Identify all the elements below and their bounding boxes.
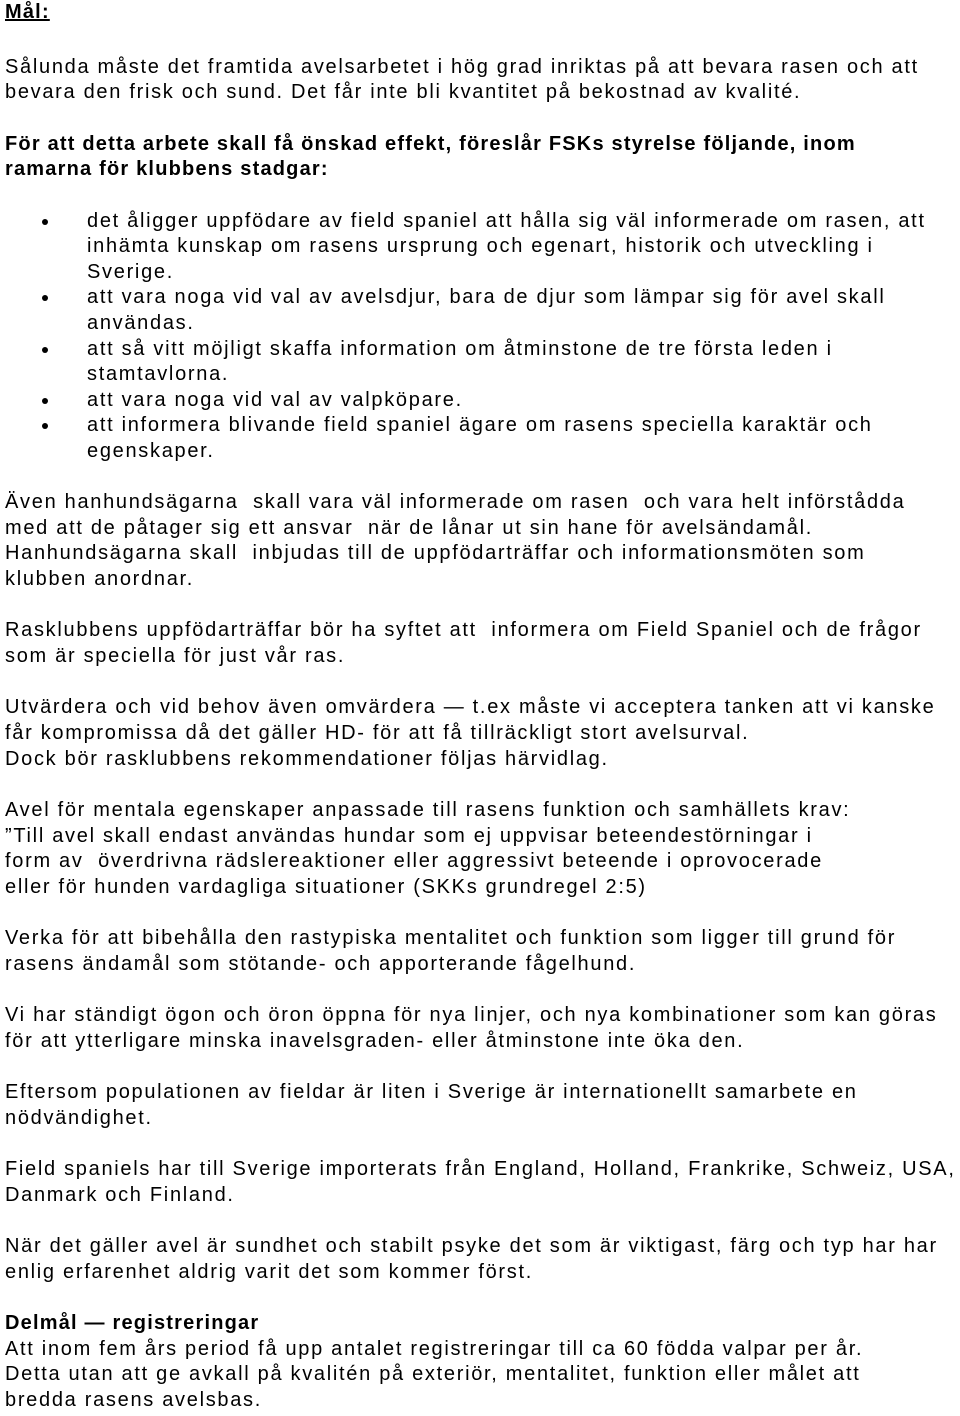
new-lines-line: för att ytterligare minska inavelsgraden- eller åtminstone inte öka den.	[5, 1029, 745, 1052]
list-item	[5, 337, 955, 388]
stud-owners-paragraph	[5, 490, 955, 592]
goal-heading: Mål:	[5, 1, 50, 23]
health-paragraph	[5, 1234, 955, 1285]
bullet-icon	[42, 347, 48, 353]
mental-traits-line: form av överdrivna rädslereaktioner eller aggressivt beteende i oprovocerade	[5, 850, 823, 873]
proposal-intro-line: För att detta arbete skall få önskad effekt, föreslår FSKs styrelse följande, inom	[5, 132, 856, 155]
sub-goal-line: bredda rasens avelsbas.	[5, 1388, 263, 1411]
evaluation-line: får kompromissa då det gäller HD- för att få tillräckligt stort avelsurval.	[5, 722, 750, 745]
breed-club-meetings-paragraph	[5, 618, 955, 669]
bullet-icon	[42, 219, 48, 225]
breed-club-meetings-line: som är speciella för just vår ras.	[5, 645, 346, 668]
intro-line: Sålunda måste det framtida avelsarbetet i hög grad inriktas på att bevara rasen och att	[5, 55, 919, 78]
cooperation-line: Eftersom populationen av fieldar är liten i Sverige är internationellt samarbete en	[5, 1081, 858, 1104]
document-page	[5, 0, 955, 1414]
list-item-line: det åligger uppfödare av field spaniel att hålla sig väl informerade om rasen, att	[87, 209, 926, 232]
list-item	[5, 209, 955, 286]
new-lines-paragraph	[5, 1003, 955, 1054]
mental-traits-line: Avel för mentala egenskaper anpassade till rasens funktion och samhällets krav:	[5, 799, 851, 822]
list-item-line: Sverige.	[87, 260, 174, 283]
evaluation-paragraph	[5, 695, 955, 772]
health-line: enlig erfarenhet aldrig varit det som kommer först.	[5, 1260, 533, 1283]
bullet-icon	[42, 423, 48, 429]
sub-goal-line: Att inom fem års period få upp antalet registreringar till ca 60 födda valpar per år.	[5, 1337, 864, 1360]
mental-traits-line: ”Till avel skall endast användas hundar som ej uppvisar beteendestörningar i	[5, 824, 813, 847]
recommendation-list	[5, 209, 955, 465]
intro-line: bevara den frisk och sund. Det får inte bli kvantitet på bekostnad av kvalité.	[5, 81, 802, 104]
mental-traits-paragraph	[5, 798, 955, 900]
stud-owners-line: Även hanhundsägarna skall vara väl informerade om rasen och vara helt införstådda	[5, 491, 906, 514]
list-item-line: att så vitt möjligt skaffa information om åtminstone de tre första leden i	[87, 337, 833, 360]
stud-owners-line: med att de påtager sig ett ansvar när de lånar ut sin hane för avelsändamål.	[5, 516, 813, 539]
cooperation-paragraph	[5, 1080, 955, 1131]
imports-paragraph	[5, 1157, 955, 1208]
temperament-line: rasens ändamål som stötande- och apporterande fågelhund.	[5, 952, 637, 975]
list-item	[5, 285, 955, 336]
cooperation-line: nödvändighet.	[5, 1106, 153, 1129]
bullet-icon	[42, 398, 48, 404]
stud-owners-line: Hanhundsägarna skall inbjudas till de uppfödarträffar och informationsmöten som	[5, 542, 866, 565]
breed-club-meetings-line: Rasklubbens uppfödarträffar bör ha syftet att informera om Field Spaniel och de frågor	[5, 619, 922, 642]
bullet-icon	[42, 295, 48, 301]
health-line: När det gäller avel är sundhet och stabilt psyke det som är viktigast, färg och typ har har	[5, 1235, 938, 1258]
list-item-line: egenskaper.	[87, 439, 215, 462]
mental-traits-line: eller för hunden vardagliga situationer (SKKs grundregel 2:5)	[5, 875, 647, 898]
imports-line: Field spaniels har till Sverige importerats från England, Holland, Frankrike, Schweiz, USA,	[5, 1158, 956, 1181]
sub-goal-heading: Delmål — registreringar	[5, 1312, 260, 1335]
list-item-line: användas.	[87, 311, 195, 334]
proposal-intro-paragraph	[5, 132, 955, 183]
new-lines-line: Vi har ständigt ögon och öron öppna för nya linjer, och nya kombinationer som kan göras	[5, 1004, 938, 1027]
list-item-line: stamtavlorna.	[87, 363, 230, 386]
stud-owners-line: klubben anordnar.	[5, 568, 195, 591]
list-item	[5, 388, 955, 414]
temperament-line: Verka för att bibehålla den rastypiska mentalitet och funktion som ligger till grund för	[5, 927, 897, 950]
evaluation-line: Dock bör rasklubbens rekommendationer följas härvidlag.	[5, 747, 609, 770]
list-item-line: att informera blivande field spaniel ägare om rasens speciella karaktär och	[87, 414, 873, 437]
proposal-intro-line: ramarna för klubbens stadgar:	[5, 158, 329, 181]
imports-line: Danmark och Finland.	[5, 1183, 235, 1206]
intro-paragraph	[5, 55, 955, 106]
evaluation-line: Utvärdera och vid behov även omvärdera — t.ex måste vi acceptera tanken att vi kanske	[5, 696, 936, 719]
temperament-paragraph	[5, 926, 955, 977]
list-item-line: att vara noga vid val av valpköpare.	[87, 388, 463, 411]
list-item-line: inhämta kunskap om rasens ursprung och egenart, historik och utveckling i	[87, 235, 874, 258]
list-item-line: att vara noga vid val av avelsdjur, bara de djur som lämpar sig för avel skall	[87, 286, 886, 309]
list-item	[5, 413, 955, 464]
sub-goal-section	[5, 1311, 955, 1413]
sub-goal-line: Detta utan att ge avkall på kvalitén på exteriör, mentalitet, funktion eller målet att	[5, 1363, 861, 1386]
